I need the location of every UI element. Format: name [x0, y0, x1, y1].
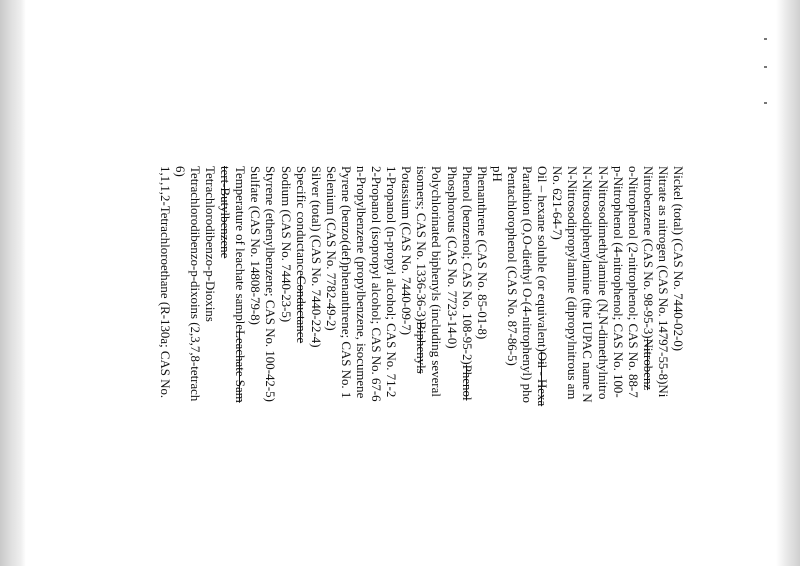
scan-left-edge [0, 0, 26, 566]
line-text: Selenium (CAS No. 7782-49-2) [323, 166, 338, 331]
struck-text: Oil - Hexa [535, 351, 550, 407]
line-text: Silver (total) (CAS No. 7440-22-4) [308, 166, 323, 348]
line-text: Nitrobenzene (CAS No. 98-95-3) [640, 166, 655, 339]
document-line [459, 166, 474, 566]
scan-mark [764, 102, 767, 104]
document-line [640, 166, 655, 566]
document-line [323, 166, 338, 566]
document-line [157, 166, 172, 566]
document-line [549, 166, 564, 566]
document-line [187, 166, 202, 566]
document-line [202, 166, 217, 566]
struck-text: Nitrobenz [640, 338, 655, 391]
document-line [217, 166, 232, 566]
rotated-document-text [145, 166, 685, 566]
line-text: Tetrachlorodibenzo-p-Dioxins [203, 166, 218, 322]
line-text: 6) [172, 166, 187, 177]
document-line [670, 166, 685, 566]
line-text: p-Nitrophenol (4-nitrophenol; CAS No. 100- [610, 166, 625, 398]
line-text: 1,1,1,2-Tetrachloroethane (R-130a; CAS No. [157, 166, 172, 399]
document-line [625, 166, 640, 566]
document-line [519, 166, 534, 566]
line-text: N-Nitrosodiphenylamine (the IUPAC name N [580, 166, 595, 403]
document-line [594, 166, 609, 566]
line-text: 1-Propanol (n-propyl alcohol; CAS No. 71-2 [384, 166, 399, 398]
line-text: o-Nitrophenol (2-nitrophenol; CAS No. 88-7 [625, 166, 640, 398]
line-text: Phosphorous (CAS No. 7723-14-0) [444, 166, 459, 349]
document-line [504, 166, 519, 566]
document-line [534, 166, 549, 566]
scan-mark [764, 38, 767, 40]
document-line [564, 166, 579, 566]
line-text: Tetrachlorodibenzo-p-dixoins (2,3,7,8-tetrach [188, 166, 202, 402]
line-text: Pyrene (benzo(def)phenanthrene; CAS No. 1 [338, 166, 353, 399]
line-text: Phenanthrene (CAS No. 85-01-8) [474, 166, 489, 340]
document-line [293, 166, 308, 566]
document-line [474, 166, 489, 566]
document-line [610, 166, 625, 566]
document-line [489, 166, 504, 566]
document-line [262, 166, 277, 566]
document-line [428, 166, 443, 566]
struck-text: Conductance [293, 275, 308, 344]
document-line [353, 166, 368, 566]
line-text: 2-Propanol (isopropyl alcohol; CAS No. 67-6 [369, 166, 384, 402]
line-text: Polychlorinated biphenyls (including several [429, 166, 444, 397]
document-line [277, 166, 292, 566]
scan-right-edge [776, 0, 800, 566]
document-line [338, 166, 353, 566]
line-text: Sodium (CAS No. 7440-23-5) [278, 166, 293, 323]
line-text: Specific conductance [293, 166, 308, 276]
line-text: Pentachlorophenol (CAS No. 87-86-5) [504, 166, 519, 366]
document-line [398, 166, 413, 566]
line-text: Nickel (total) (CAS No. 7440-02-0) [671, 166, 685, 352]
struck-text: tert-Butylbenzene [218, 166, 233, 259]
line-text: isomers; CAS No. 1336-36-3) [414, 166, 429, 322]
scan-mark [764, 66, 767, 68]
document-line [172, 166, 187, 566]
line-text: No. 621-64-7) [550, 166, 565, 240]
line-text: Oil – hexane soluble (or equivalent) [535, 166, 550, 352]
line-text: Potassium (CAS No. 7440-09-7) [399, 166, 414, 336]
document-line [413, 166, 428, 566]
line-text: Parathion (O,O-diethyl O-(4-nitrophenyl) pho [520, 166, 535, 403]
line-text: Styrene (ethenylbenzene; CAS No. 100-42-5) [263, 166, 278, 402]
line-text: N-Nitrosodimethylamine (N,N-dimethylnitro [595, 166, 610, 400]
document-line [247, 166, 262, 566]
line-text: n-Propylbenzene (propylbenzene, isocumene [354, 166, 369, 399]
document-line [368, 166, 383, 566]
document-line [444, 166, 459, 566]
line-text: Sulfate (CAS No. 14808-79-8) [248, 166, 263, 325]
struck-text: Leachate Sam [233, 330, 248, 403]
document-line [579, 166, 594, 566]
document-line [655, 166, 670, 566]
line-text: Nitrate as nitrogen (CAS No. 14797-55-8)Ni [655, 166, 670, 398]
line-text: pH [489, 166, 504, 182]
document-line [383, 166, 398, 566]
struck-text: Phenol [459, 364, 474, 401]
line-text: N-Nitrosodipropylamine (dipropylnitrous am [565, 166, 580, 400]
struck-text: Biphenyls [414, 321, 429, 374]
document-line [308, 166, 323, 566]
line-text: Phenol (benzenol; CAS No. 108-95-2) [459, 166, 474, 365]
document-line [232, 166, 247, 566]
line-text: Temperature of leachate sample [233, 166, 248, 331]
